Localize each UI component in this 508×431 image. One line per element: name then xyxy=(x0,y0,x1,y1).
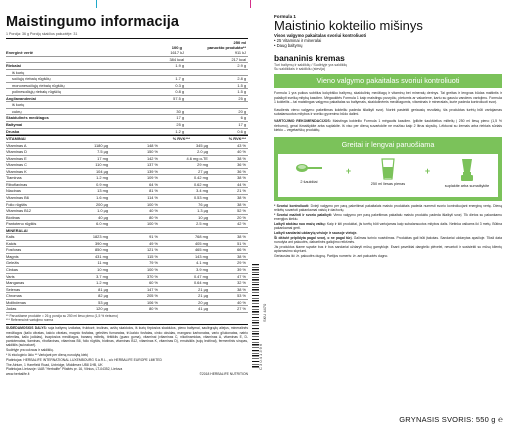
product-description: Visos valgymo pakaitalas svoriui kontroliuoti xyxy=(274,33,367,38)
flavor-name: bananinis kremas xyxy=(274,52,345,63)
macro-row: polinesočiųjų riebalų rūgščių 0.8 g 1.5 g xyxy=(6,89,248,96)
warnings-block: * Svoriui kontroliuoti: Dvieji valgymo per parą pakeitimai pakaitalais maisto produktais padeda numesti svorio kontroliuojant energinę vertę. Dieną reikėtų suvartoti pakankamai vaisių ir daržovių. * Svoriui mažinti ir svorio palaikyti: Vieno valgymo per parą pakeitimas pakaitalu maisto produktu padeda išlaikyti svorį. Tik dietos su pakankamu energijos kiekiu. Laikyti atokiau nuo mažų vaikų: Kaip ir kiti produktai, jis turėtų būti vartojamas kaip subalansuotos mitybos dalis. Netinka vaikams iki 3 metų. Būtina pakankamai gerti. Laikyti sandariai uždarytą vėsioje ir sausoje vietoje. Ši dėžutė pripildyta pagal svorį, o ne pagal tūrį. Galimas turinio nusėdimas. Produktas gali būti įtakotas. Sandariai uždarytas apačioje. Tiksli data nurodyta ant pakuotės, dabartinės galiojimo reikšmės. Jis produktus šiame sąraše bus ir bus sandariai uždaryti mūsų gamykloje. Esant paveiktai dangtelio plėvelei, nevartoti ir susisiekti su mūsų klientų aptarnavimo skyriumi. Geriausias iki: žr. pakuotės dugną. Partijos numeris: žr. ant pakuotės dugno. xyxy=(274,203,502,258)
step-scoops xyxy=(284,158,334,184)
macro-row: sočiųjų riebalų rūgščių 1.7 g 2.8 g xyxy=(6,76,248,83)
crop-mark-magenta xyxy=(250,0,251,8)
mineral-row: Jodas 120 µg 80 % 41 µg 27 % xyxy=(6,306,246,312)
macro-row: cukrų 30 g 20 g xyxy=(6,109,248,116)
vitamin-row: Tiaminas 1.2 mg 109 % 0.42 mg 38 % xyxy=(6,175,246,181)
macro-row: Skaidulinės medžiagos 17 g 6 g xyxy=(6,115,246,121)
mineral-row: Manganas 1.2 mg 60 % 0.64 mg 32 % xyxy=(6,280,246,286)
ingredients-block xyxy=(6,324,248,376)
barcode-labels xyxy=(258,262,266,372)
vitamin-rows xyxy=(6,143,248,228)
mineral-row: Kalis 1823 mg 91 % 768 mg 38 % xyxy=(6,234,246,240)
glass-icon xyxy=(380,158,396,180)
barcode-number: C 3 0 4 1 3 9 6 xyxy=(258,343,263,370)
ingredients-text: SUDEDAMOSIOS DALYS: soja baltymų izoliatas, fruktozė, inulinas, avižų skaidulos, iš kurių tirpiosios skaidulos, pieno baltymai, saulėgrąžų aliejus, mineralinės medžiagos (kalio citratas, kalcio citratas, magnio fosfatas, geležies fumaratas, tri-kalcio fosfatas, cinko oksidas, mangano karbonatas, vario gliukonatas, natrio selenitas, kalio jodidas), kvapiosios medžiagos, bananų miltelių, tirštiklis (guaro guma), vitaminai (vitaminas C, nikotinamidas, vitaminas A, vitaminas E, D-pantotenatas, tiaminas, riboflavinas, vitaminas B6, folio rūgštis, biotinas, vitaminas B12, vitaminas K, vitaminas D), emulsiklis (sojų lecitinai), fermentinis sirupas, saldiklis (sukralozė). xyxy=(6,326,248,347)
website-link[interactable]: www.herbalife.lt xyxy=(6,371,30,376)
usage-paragraph: VARTOJIMO REKOMENDACIJOS: Maistinga kokteilio Formula 1 mėgautis kasdien. Įpilkite šaukštelius miltelių į 250 ml liesą pieno (1,5 % riebumo), gerai išmaišykite arba suplakite. Iš viso per dieną suvartokite ne mažiau kaip 2 litrus skysčių. Lėktuvai su žemais arba riebiais sūriais kiekio – vegetariškų produktų. xyxy=(274,119,502,133)
macro-row: iš kurių xyxy=(6,102,248,109)
vitamin-row: Vitaminas C 110 mg 137 % 29 mg 36 % xyxy=(6,162,246,168)
net-weight-label: GRYNASIS SVORIS: xyxy=(399,415,474,424)
flavor-meta-1: Turi baltymų ir saldiklių / Sudėtyje yra saldiklių xyxy=(274,62,348,67)
energy-row: 384 kcal 217 kcal xyxy=(6,57,248,64)
macro-row: Angliavandeniai 57.5 g 25 g xyxy=(6,95,246,101)
mineral-row: Chromas 82 µg 205 % 21 µg 53 % xyxy=(6,293,246,299)
step-blend-label: suplakite arba sumaišykite xyxy=(444,183,490,188)
flavor-meta-2: Su saldikliais ir saldikliu (stevija) xyxy=(274,67,326,72)
vitamin-row: Niacinas 13 mg 81 % 3.4 mg 21 % xyxy=(6,188,246,194)
mineral-row: Magnis 431 mg 115 % 143 mg 38 % xyxy=(6,253,246,259)
preparation-title: Greitai ir lengvai paruošiama xyxy=(341,139,435,149)
net-weight-value: 550 g xyxy=(475,415,496,424)
mineral-row: Cinkas 10 mg 100 % 3.9 mg 39 % xyxy=(6,266,246,272)
estimated-sign-icon: ℮ xyxy=(497,415,503,424)
vitamin-row: Riboflavinas 0.9 mg 64 % 0.62 mg 44 % xyxy=(6,181,246,187)
company-info: Platintojas: HERBALIFE INTERNATIONAL LUXEMBOURG S.à.R.L., c/o HERBALIFE EUROPE LIMITED The Atrium, 1 Harefield Road, Uxbridge, Middlesex UB8 1HB, UK Platintojas Lietuvoje: UAB "Herbalife" Pilaitės pr. 16, Vilnius, LT-04352, Lietuva xyxy=(6,358,162,371)
step-milk-label: 250 ml liesas pienas xyxy=(370,181,406,186)
header-prepared: paruošto produkto** xyxy=(207,45,246,50)
net-weight xyxy=(399,415,503,424)
scoop-icon xyxy=(294,158,324,178)
mineral-row: Varis 3.7 mg 370 % 0.47 mg 47 % xyxy=(6,273,246,279)
macro-row: iš kurių xyxy=(6,70,248,77)
macro-rows xyxy=(6,63,248,135)
mineral-row: Molibdenas 53 µg 106 % 20 µg 40 % xyxy=(6,299,246,305)
vitamin-row: Vitaminas K 104 µg 139 % 27 µg 36 % xyxy=(6,168,246,174)
vitamin-row: Vitaminas B6 1.6 mg 114 % 0.53 mg 38 % xyxy=(6,194,246,200)
nutrition-table xyxy=(6,38,248,313)
mineral-row: Fosforas 850 mg 121 % 465 mg 66 % xyxy=(6,247,246,253)
macro-row: Riebalai 1.9 g 2.9 g xyxy=(6,63,246,69)
macro-row: mononesočiųjų riebalų rūgščių 0.3 g 1.5 g xyxy=(6,83,248,90)
sugar-note: Sudėtyje yra cukraus ir saldiklių. xyxy=(6,348,54,353)
formula-label: Formula 1 xyxy=(274,14,296,19)
step-scoops-label: 2 šaukštai xyxy=(300,179,318,184)
vitamins-header: VITAMINAI % RVK*** % RVK*** xyxy=(6,136,246,142)
mineral-rows xyxy=(6,234,248,313)
bullet-vitamins: • 25 Vitaminai ir mineralai xyxy=(274,38,502,43)
bullet-protein: • Daug baltymų xyxy=(274,43,502,48)
product-title: Maistinio kokteilio mišinys xyxy=(274,18,423,33)
sku-label: SKU 4470 xyxy=(262,303,267,322)
origin-note: * Iš ekologinio ūkio ** Vartojant per dieną nurodytą kiekį xyxy=(6,353,88,358)
vitamin-row: Vitaminas B12 1.0 µg 40 % 1.3 µg 52 % xyxy=(6,208,246,214)
product-panel xyxy=(274,14,502,259)
intro-paragraph: Formula 1 yra puikus subtilus kokybiško baltymų, skaidulinių medžiagų ir vitaminų bei mineralų derinys. Tai greitas ir lengvas būdas maitintis ir palaikyti sveiką mitybą kasdien. Mėgaukitės Formula 1 kaip maistingu pusryčiu, pietumis ar vakariene, kartu su gausiu vandens vartojimu. Formula 1 kokteilis – tai maistingas valgymo pakaitalas su baltymais, skaidulinėmis medžiagomis, vitaminais ir mineralais, kurie padeda kontroliuoti svorį. xyxy=(274,91,503,105)
vitamin-row: Folio rūgštis 200 µg 100 % 76 µg 38 % xyxy=(6,201,246,207)
step-milk xyxy=(363,158,413,186)
energy-rows xyxy=(6,50,248,63)
crop-mark-cyan xyxy=(96,0,97,8)
mineral-row: Geležis 11 mg 79 % 4.1 mg 29 % xyxy=(6,260,246,266)
macro-row: Baltymai 25 g 17 g xyxy=(6,122,246,128)
vitamin-row: Pantoteno rūgštis 6.0 mg 100 % 2.5 mg 42 % xyxy=(6,221,246,227)
vitamin-row: Biotinas 40 µg 80 % 10 µg 20 % xyxy=(6,214,246,220)
vitamin-row: Vitaminas E 17 mg 142 % 4.6 mg α-TE 38 % xyxy=(6,155,246,161)
minerals-header: MINERALAI xyxy=(6,228,248,235)
blender-icon xyxy=(459,158,475,182)
energy-row: Energinė vertė 1617 kJ 911 kJ xyxy=(6,50,246,55)
preparation-panel xyxy=(274,137,502,201)
serving-info: 1 Porcija: 36 g Porcijų skaičius pakuotėje: 31 xyxy=(6,32,78,36)
mineral-row: Kalcis 390 mg 49 % 405 mg 51 % xyxy=(6,240,246,246)
nutrition-title: Maistingumo informacija xyxy=(6,14,180,30)
table-notes: ** Paruoštame produkte = 26 g porcija su 250 ml liesu pienu (1,5 % riebumo) *** Referencinė vartojimo norma xyxy=(6,313,119,323)
vitamin-row: Vitaminas D 7.5 µg 150 % 2.0 µg 40 % xyxy=(6,149,246,155)
nutrition-panel xyxy=(6,14,248,424)
mineral-row: Selenas 81 µg 147 % 21 µg 38 % xyxy=(6,286,246,292)
header-per100: 100 g xyxy=(171,45,182,50)
step-blend xyxy=(442,158,492,188)
plus-icon-2: + xyxy=(424,165,431,176)
copyright: ©2018 HERBALIFE NUTRITION xyxy=(199,371,248,376)
plus-icon: + xyxy=(345,165,352,176)
table-header-top: 250 ml xyxy=(233,40,246,45)
preparation-steps xyxy=(278,154,498,197)
macro-row: Druska 1.2 g 0.6 g xyxy=(6,128,246,134)
vitamin-row: Vitaminas A 1180 µg 148 % 345 µg 43 % xyxy=(6,142,246,148)
meal-replacement-banner: Vieno valgymo pakaitalas svoriui kontroliuoti xyxy=(274,74,502,88)
weight-paragraph: Kasdienis vieno valgymo pakeitimas kokteiliu padeda išlaikyti svorį. Norint pasiekti geriausių rezultatų, šis produktas turėtų būti vartojamas subalansuotos mitybos ir sveiko gyvenimo būdo dalimi. xyxy=(274,107,502,117)
footer-line xyxy=(6,372,248,376)
